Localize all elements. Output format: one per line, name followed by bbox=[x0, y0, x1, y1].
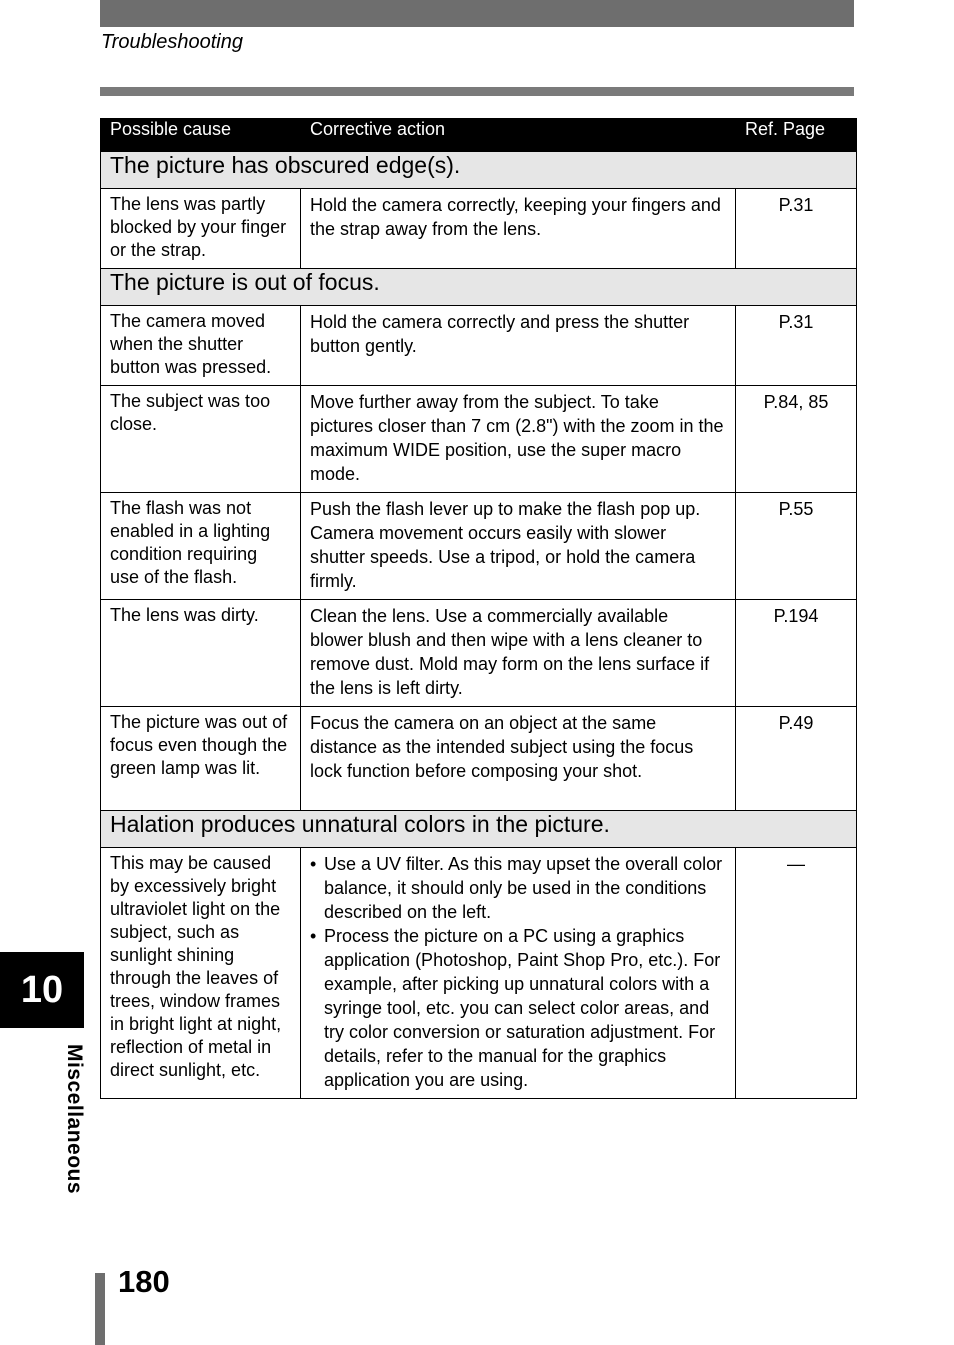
ref-page-cell: P.194 bbox=[736, 600, 857, 707]
table-row bbox=[101, 600, 857, 707]
chapter-tab: 10 bbox=[0, 952, 84, 1028]
action-cell: Hold the camera correctly and press the shutter button gently. bbox=[301, 306, 736, 386]
column-header-action: Corrective action bbox=[301, 119, 736, 152]
table-header-row bbox=[101, 119, 857, 152]
action-list bbox=[310, 852, 726, 1092]
cause-cell: The picture was out of focus even though the green lamp was lit. bbox=[101, 707, 301, 811]
cause-cell: The subject was too close. bbox=[101, 386, 301, 493]
ref-page-cell: P.31 bbox=[736, 306, 857, 386]
action-cell: Focus the camera on an object at the same distance as the intended subject using the focus lock function before composing your shot. bbox=[301, 707, 736, 811]
cause-cell: The camera moved when the shutter button was pressed. bbox=[101, 306, 301, 386]
table-row bbox=[101, 189, 857, 269]
action-cell bbox=[301, 848, 736, 1099]
ref-page-cell: P.84, 85 bbox=[736, 386, 857, 493]
page-number: 180 bbox=[118, 1264, 170, 1299]
table-row bbox=[101, 386, 857, 493]
table-row bbox=[101, 306, 857, 386]
action-list-item: • Use a UV filter. As this may upset the overall color balance, it should only be used in the conditions described on the left. bbox=[310, 852, 726, 924]
group-title: Halation produces unnatural colors in the picture. bbox=[101, 811, 857, 848]
chapter-label: Miscellaneous bbox=[63, 1044, 86, 1195]
cause-cell: The flash was not enabled in a lighting condition requiring use of the flash. bbox=[101, 493, 301, 600]
header-rule bbox=[100, 87, 854, 96]
troubleshooting-table bbox=[100, 118, 857, 1099]
section-title: Troubleshooting bbox=[101, 31, 243, 53]
ref-page-cell: P.31 bbox=[736, 189, 857, 269]
table-row bbox=[101, 707, 857, 811]
action-cell: Push the flash lever up to make the flash pop up. Camera movement occurs easily with slower shutter speeds. Use a tripod, or hold the camera firmly. bbox=[301, 493, 736, 600]
ref-page-cell: — bbox=[736, 848, 857, 1099]
group-title: The picture has obscured edge(s). bbox=[101, 152, 857, 189]
group-header bbox=[101, 269, 857, 306]
ref-page-cell: P.49 bbox=[736, 707, 857, 811]
table-row bbox=[101, 493, 857, 600]
column-header-cause: Possible cause bbox=[101, 119, 301, 152]
cause-cell: The lens was dirty. bbox=[101, 600, 301, 707]
table-row bbox=[101, 848, 857, 1099]
cause-cell: The lens was partly blocked by your finger or the strap. bbox=[101, 189, 301, 269]
column-header-ref: Ref. Page bbox=[736, 119, 857, 152]
ref-page-cell: P.55 bbox=[736, 493, 857, 600]
cause-cell: This may be caused by excessively bright ultraviolet light on the subject, such as sunlight shining through the leaves of trees, window frames in bright light at night, reflection of metal in direct sunlight, etc. bbox=[101, 848, 301, 1099]
action-cell: Move further away from the subject. To take pictures closer than 7 cm (2.8") with the zoom in the maximum WIDE position, use the super macro mode. bbox=[301, 386, 736, 493]
page-number-bar bbox=[95, 1273, 105, 1345]
header-bar bbox=[100, 0, 854, 27]
group-title: The picture is out of focus. bbox=[101, 269, 857, 306]
action-cell: Clean the lens. Use a commercially available blower blush and then wipe with a lens cleaner to remove dust. Mold may form on the lens surface if the lens is left dirty. bbox=[301, 600, 736, 707]
group-header bbox=[101, 152, 857, 189]
action-list-item: • Process the picture on a PC using a graphics application (Photoshop, Paint Shop Pro, etc.). For example, after picking up unnatural colors with a syringe tool, etc. you can select color areas, and try color conversion or saturation adjustment. For details, refer to the manual for the graphics application you are using. bbox=[310, 924, 726, 1092]
group-header bbox=[101, 811, 857, 848]
action-cell: Hold the camera correctly, keeping your fingers and the strap away from the lens. bbox=[301, 189, 736, 269]
